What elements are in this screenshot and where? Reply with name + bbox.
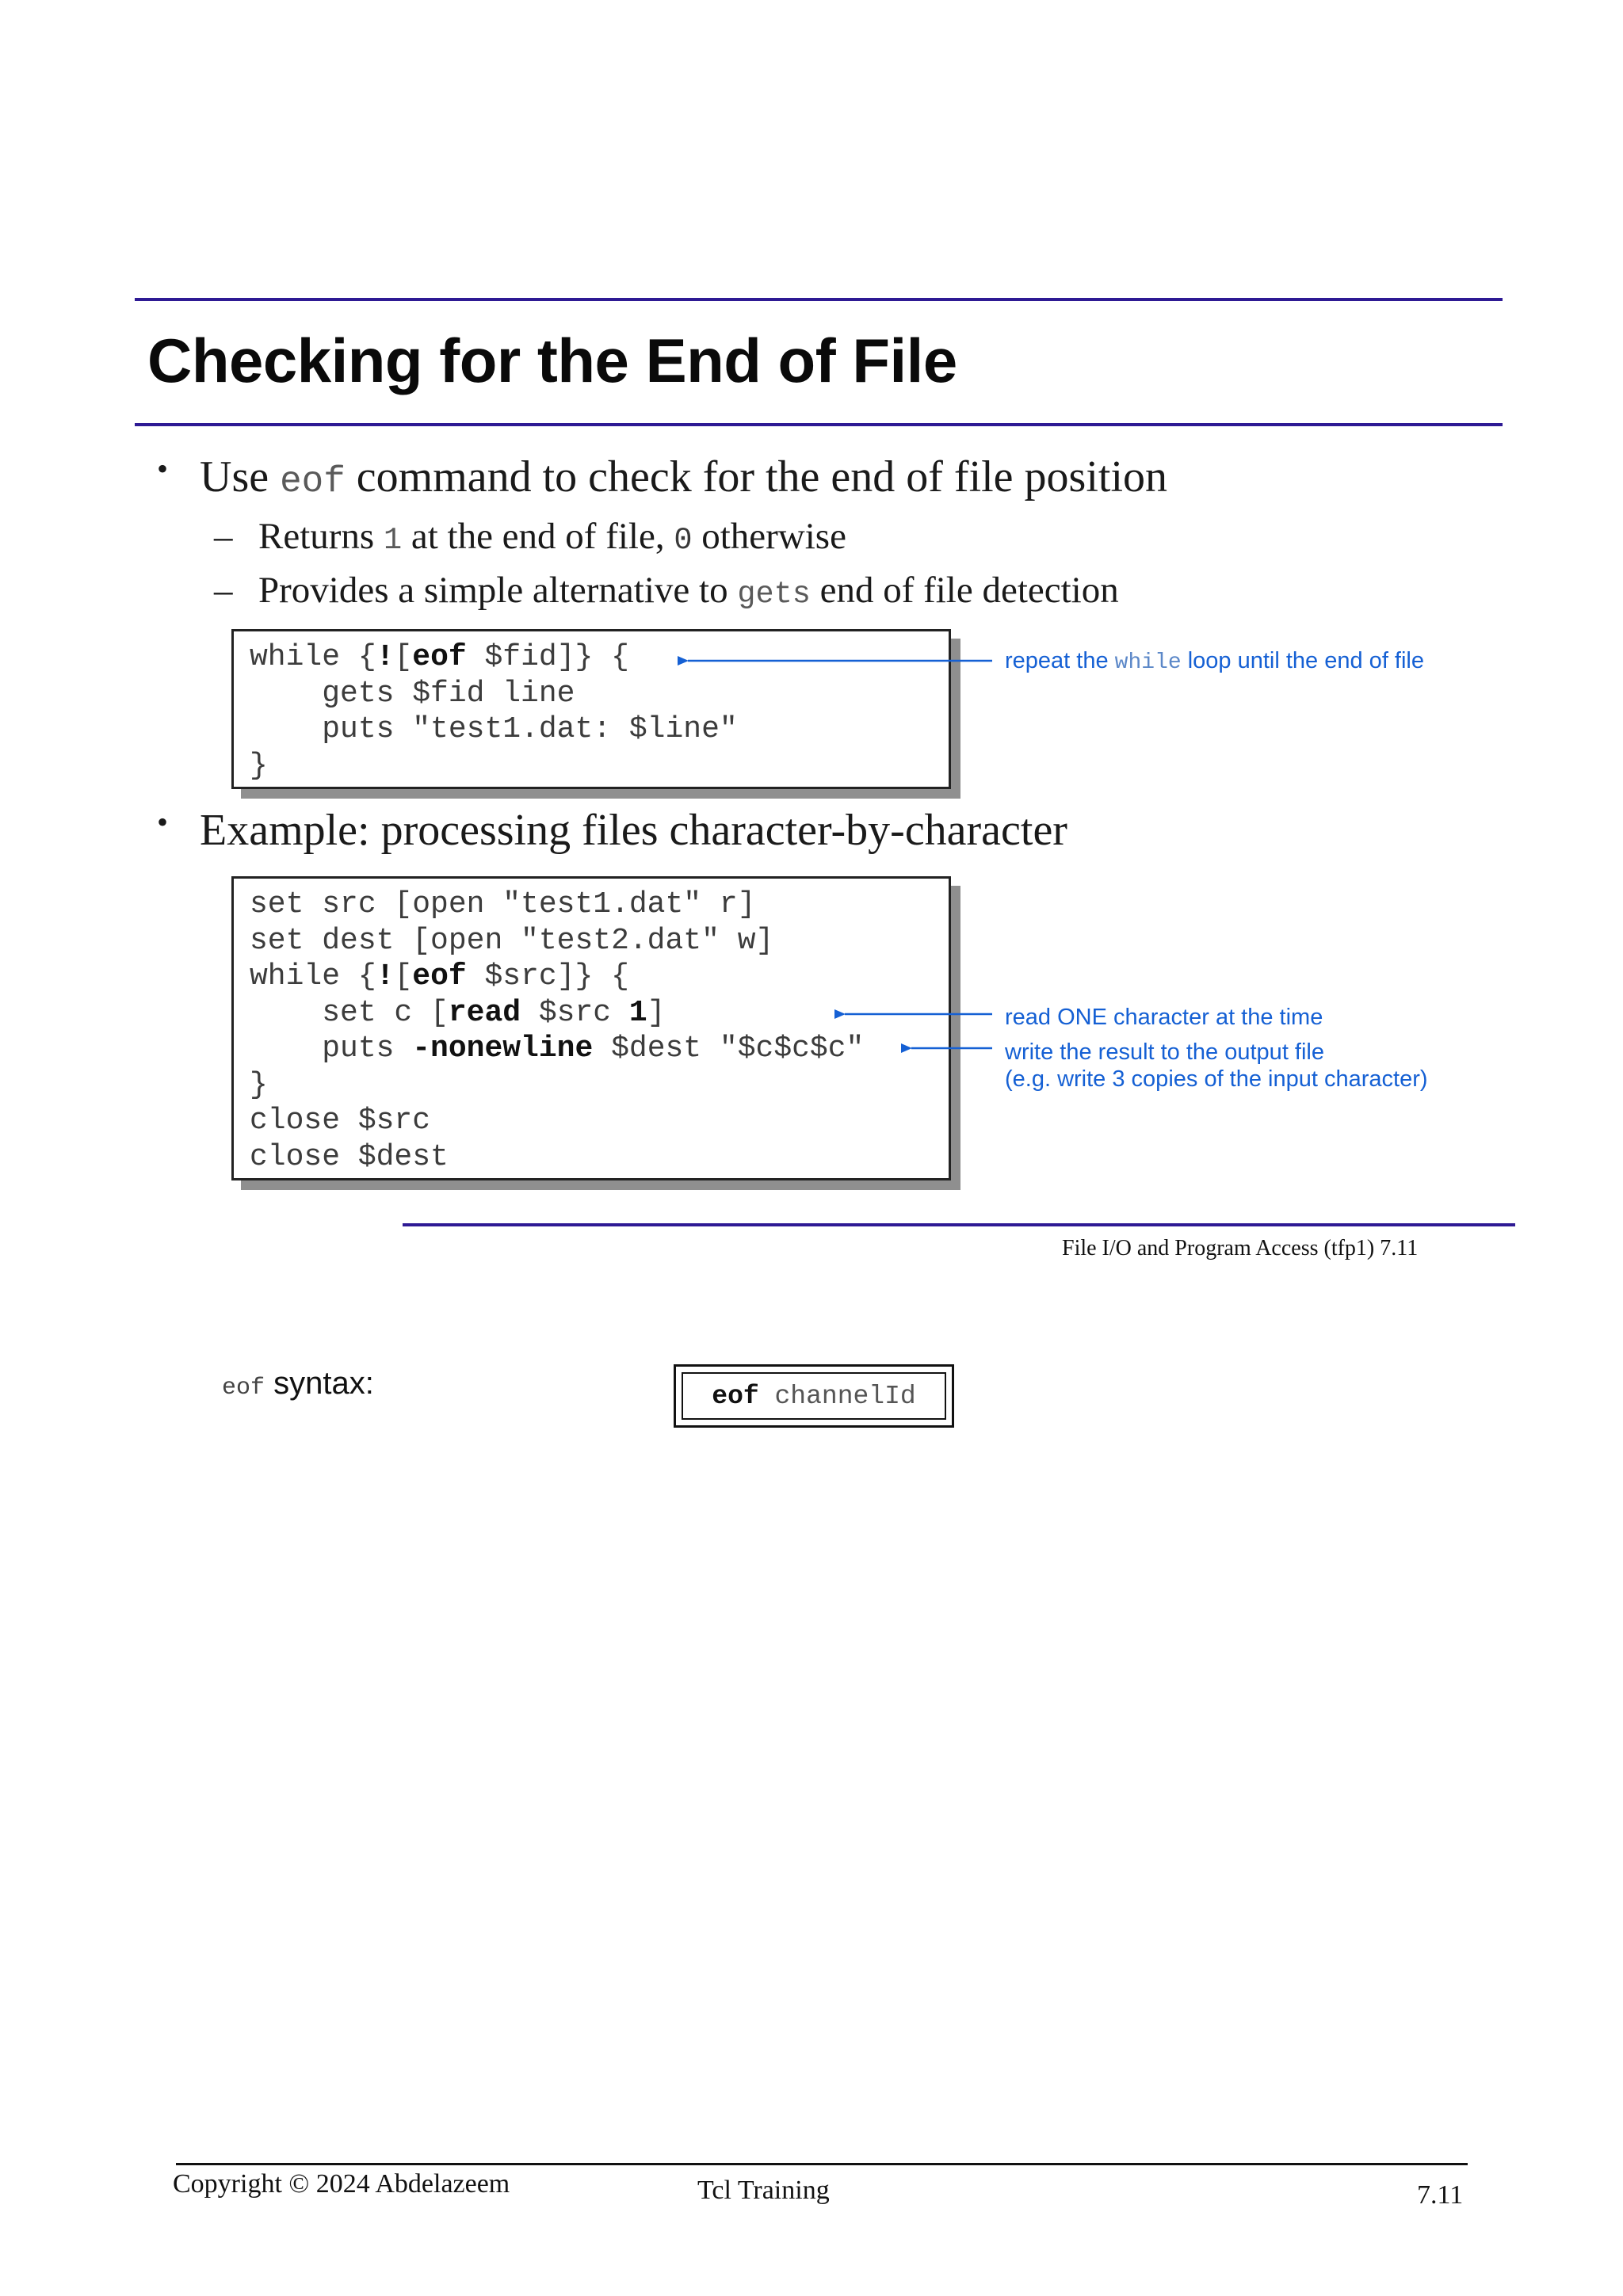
code-line [250, 676, 949, 712]
code-keyword: eof [412, 959, 467, 994]
top-rule [135, 298, 1503, 301]
code-keyword: -nonewline [412, 1032, 594, 1066]
sub-text: at the end of file, [402, 516, 674, 557]
code-line [250, 1067, 949, 1104]
footer-page-number: 7.11 [1417, 2180, 1464, 2210]
sub-bullet-alternative [214, 569, 1119, 612]
code-text: ] [647, 995, 666, 1030]
syntax-box-inner [682, 1372, 946, 1420]
annotation-read: read ONE character at the time [1005, 1005, 1323, 1030]
code-line [250, 959, 949, 995]
code-text: $fid]} { [466, 640, 629, 674]
code-text: while { [250, 640, 376, 674]
code-text: $src [521, 995, 629, 1030]
code-text: [ [394, 959, 413, 994]
code-text: } [250, 1067, 268, 1102]
code-line [250, 1139, 949, 1176]
code-block-char-copy [231, 876, 951, 1180]
annotation-text: repeat the [1005, 648, 1115, 673]
footer-copyright: Copyright © 2024 Abdelazeem [173, 2169, 510, 2199]
code-line [250, 711, 949, 748]
code-text: gets $fid line [250, 676, 575, 711]
bullet-eof-command [157, 451, 1168, 502]
inline-code: while [1114, 650, 1182, 675]
code-text: } [250, 748, 268, 783]
code-text: [ [394, 640, 413, 674]
inline-code: 0 [674, 523, 693, 558]
dash-icon: – [214, 570, 233, 611]
bullet-text: Use [200, 452, 281, 502]
title-underline-rule [135, 423, 1503, 426]
section-label: File I/O and Program Access (tfp1) 7.11 [1062, 1236, 1419, 1261]
code-text: puts "test1.dat: $line" [250, 712, 738, 746]
annotation-write: write the result to the output file [1005, 1039, 1324, 1065]
code-text: set src [open "test1.dat" r] [250, 887, 756, 921]
syntax-box [674, 1364, 954, 1428]
code-text: $dest "$c$c$c" [593, 1032, 865, 1066]
bullet-text: Example: processing files character-by-character [200, 806, 1067, 855]
code-text: while { [250, 959, 376, 994]
code-line [250, 995, 949, 1032]
code-keyword: ! [376, 959, 395, 994]
code-line [250, 748, 949, 784]
sub-text: Returns [258, 516, 384, 557]
inline-code: eof [280, 461, 346, 502]
annotation-write-note: (e.g. write 3 copies of the input character) [1005, 1066, 1428, 1092]
footer-course: Tcl Training [697, 2176, 830, 2205]
code-line [250, 923, 949, 959]
annotation-text: loop until the end of file [1181, 648, 1424, 673]
sub-bullet-returns [214, 515, 846, 558]
syntax-argument: channelId [758, 1381, 916, 1411]
code-line [250, 1103, 949, 1139]
code-keyword: read [448, 995, 521, 1030]
bullet-dot-icon: • [157, 804, 169, 840]
syntax-label-text: syntax: [265, 1366, 374, 1401]
inline-code: gets [737, 577, 811, 612]
syntax-label [222, 1366, 374, 1402]
bullet-text: command to check for the end of file position [345, 452, 1168, 502]
page-title: Checking for the End of File [147, 326, 957, 395]
code-text: puts [250, 1032, 413, 1066]
code-keyword: ! [376, 640, 395, 674]
code-keyword: eof [412, 640, 467, 674]
annotation-loop [1005, 648, 1424, 675]
code-text: close $src [250, 1104, 431, 1138]
code-keyword: 1 [628, 995, 647, 1030]
code-text: set dest [open "test2.dat" w] [250, 923, 774, 958]
code-text: close $dest [250, 1139, 449, 1174]
code-line [250, 1031, 949, 1067]
sub-text: end of file detection [810, 570, 1119, 611]
code-text: $src]} { [466, 959, 629, 994]
bullet-example [157, 804, 1067, 856]
code-line [250, 639, 949, 676]
footer-rule [176, 2163, 1468, 2165]
inline-code: 1 [383, 523, 403, 558]
bullet-dot-icon: • [157, 451, 169, 486]
inline-code: eof [222, 1375, 265, 1402]
code-line [250, 887, 949, 923]
sub-text: Provides a simple alternative to [258, 570, 738, 611]
syntax-keyword: eof [712, 1381, 759, 1411]
dash-icon: – [214, 516, 233, 557]
code-text: set c [ [250, 995, 449, 1030]
section-rule [403, 1223, 1515, 1226]
sub-text: otherwise [692, 516, 846, 557]
code-block-eof-loop [231, 629, 951, 789]
